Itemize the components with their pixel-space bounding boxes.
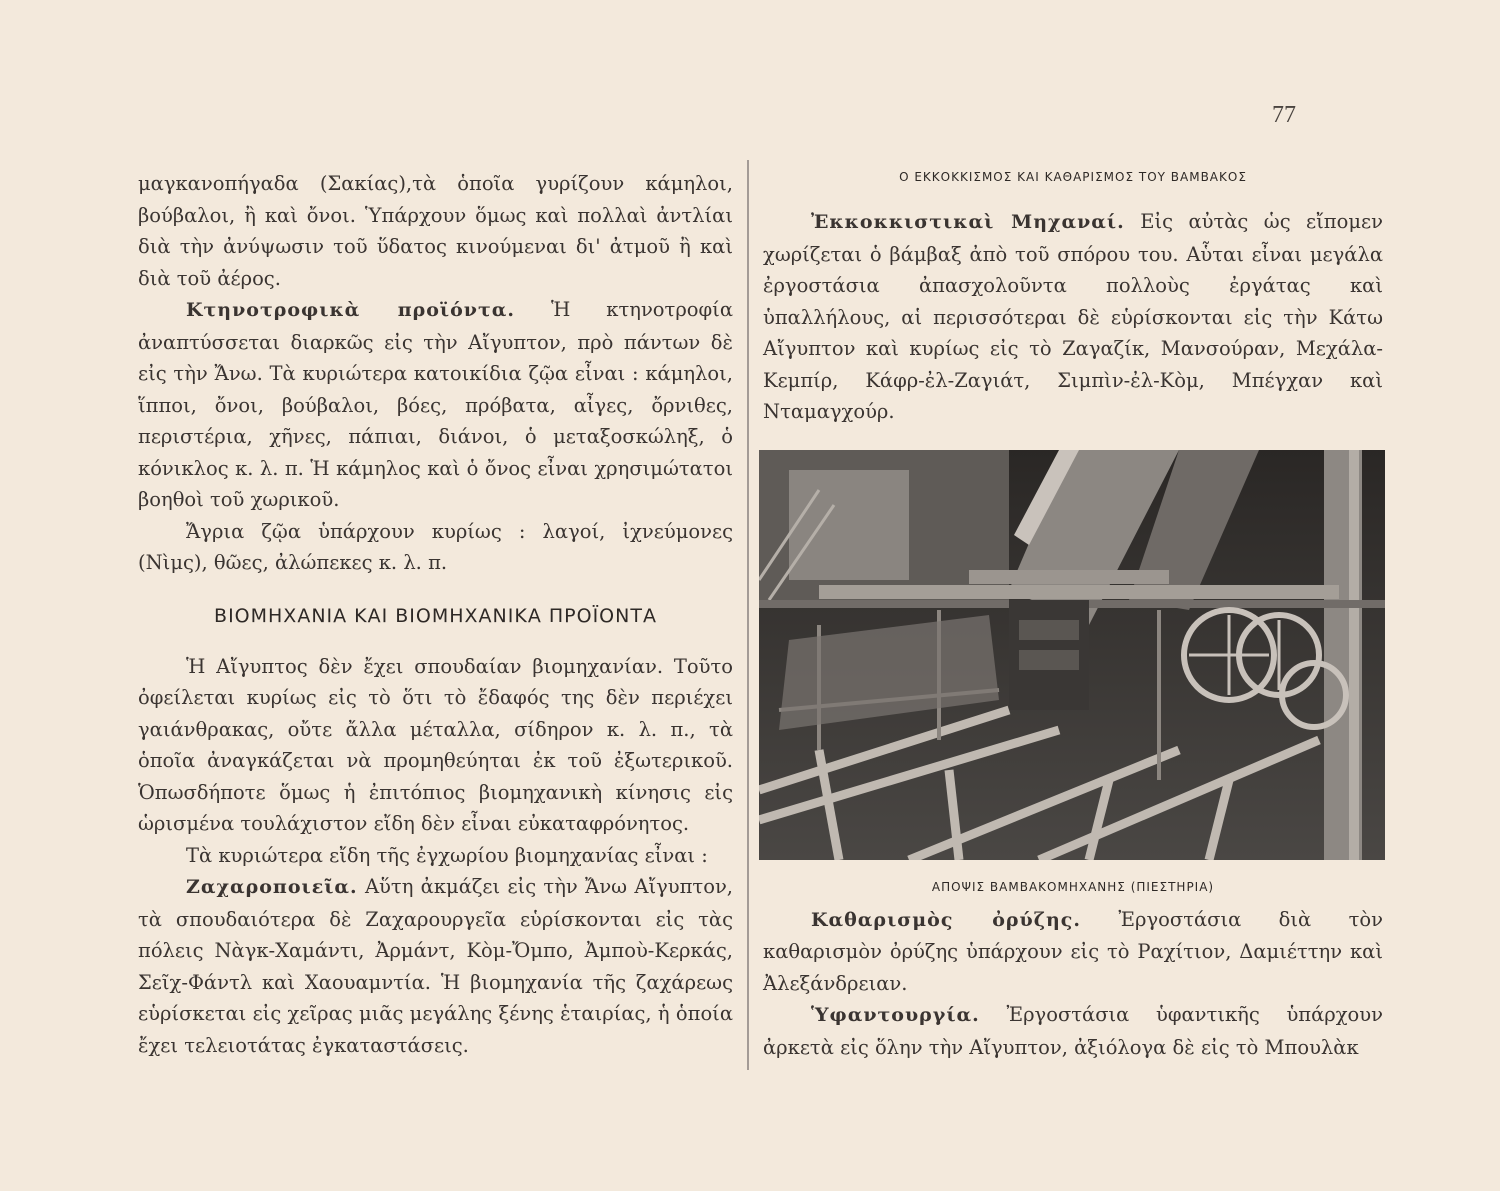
rice-term: Καθαρισμὸς ὀρύζης.	[811, 908, 1081, 931]
rice-paragraph	[763, 904, 1383, 1000]
livestock-text: Ἡ κτηνοτροφία ἀναπτύσσεται διαρκῶς εἰς τὴν Αἴγυπτον, πρὸ πάντων δὲ εἰς τὴν Ἄνω. Τὰ κυριώτερα κατοικίδια ζῷα εἶναι : κάμηλοι, ἵπποι, ὄνοι, βούβαλοι, βόες, πρόβατα, αἶγες, ὄρνιθες, περιστέρια, χῆνες, πάπιαι, διάνοι, ὁ μεταξοσκώληξ, ὁ κόνικλος κ. λ. π. Ἡ κάμηλος καὶ ὁ ὄνος εἶναι χρησιμώτατοι βοηθοὶ τοῦ χωρικοῦ.	[138, 298, 733, 511]
sugar-text: Αὕτη ἀκμάζει εἰς τὴν Ἄνω Αἴγυπτον, τὰ σπουδαιότερα δὲ Ζαχαρουργεῖα εὑρίσκονται εἰς τὰς πόλεις Νὰγκ-Χαμάντι, Ἀρμάντ, Κὸμ-Ὄμπο, Ἀμποὺ-Κερκάς, Σεῖχ-Φάντλ καὶ Χαουαμντία. Ἡ βιομηχανία τῆς ζαχάρεως εὑρίσκεται εἰς χεῖρας μιᾶς μεγάλης ξένης ἑταιρίας, ἡ ὁποία ἔχει τελειοτάτας ἐγκαταστάσεις.	[138, 875, 734, 1057]
left-column	[138, 168, 733, 1061]
sugar-paragraph	[138, 871, 733, 1061]
cotton-press-illustration	[759, 450, 1385, 860]
weaving-term: Ὑφαντουργία.	[811, 1004, 980, 1026]
ginning-term: Ἐκκοκκιστικαὶ Μηχαναί.	[811, 211, 1125, 233]
livestock-paragraph	[138, 294, 733, 516]
right-column	[763, 168, 1383, 1063]
industry-paragraph: Ἡ Αἴγυπτος δὲν ἔχει σπουδαίαν βιομηχανίαν. Τοῦτο ὀφείλεται κυρίως εἰς τὸ ὅτι τὸ ἔδαφός της δὲν περιέχει γαιάνθρακας, οὔτε ἄλλα μέταλλα, σίδηρον κ. λ. π., τὰ ὁποῖα ἀναγκάζεται νὰ προμηθεύηται ἐκ τοῦ ἐξωτερικοῦ. Ὁπωσδήποτε ὅμως ἡ ἐπιτόπιος βιομηχανικὴ κίνησις εἰς ὡρισμένα τουλάχιστον εἴδη δὲν εἶναι εὐκαταφρόνητος.	[138, 654, 733, 835]
weaving-text: Ἐργοστάσια ὑφαντικῆς ὑπάρχουν ἀρκετὰ εἰς ὅλην τὴν Αἴγυπτον, ἀξιόλογα δὲ εἰς τὸ Μπουλὰκ	[763, 1003, 1384, 1059]
wild-animals-paragraph: Ἄγρια ζῷα ὑπάρχουν κυρίως : λαγοί, ἰχνεύμονες (Νὶμς), θῶες, ἀλώπεκες κ. λ. π.	[138, 519, 733, 574]
livestock-term: Κτηνοτροφικὰ προϊόντα.	[186, 299, 515, 321]
column-divider	[747, 160, 749, 1070]
weaving-paragraph	[763, 999, 1383, 1063]
running-header: Ο ΕΚΚΟΚΚΙΣΜΟΣ ΚΑΙ ΚΑΘΑΡΙΣΜΟΣ ΤΟΥ ΒΑΜΒΑΚΟΣ	[899, 170, 1247, 184]
main-products-line: Τὰ κυριώτερα εἴδη τῆς ἐγχωρίου βιομηχανίας εἶναι :	[186, 843, 708, 867]
ginning-paragraph	[763, 206, 1383, 428]
cotton-press-photo	[759, 450, 1385, 860]
sugar-term: Ζαχαροποιεῖα.	[186, 876, 358, 898]
photo-caption: ΑΠΟΨΙΣ ΒΑΜΒΑΚΟΜΗΧΑΝΗΣ (ΠΙΕΣΤΗΡΙΑ)	[931, 879, 1215, 894]
industry-heading: ΒΙΟΜΗΧΑΝΙΑ ΚΑΙ ΒΙΟΜΗΧΑΝΙΚΑ ΠΡΟΪΟΝΤΑ	[214, 604, 657, 627]
rice-text: Ἐργοστάσια διὰ τὸν καθαρισμὸν ὀρύζης ὑπάρχουν εἰς τὸ Ραχίτιον, Δαμιέττην καὶ Ἀλεξάνδρειαν.	[763, 907, 1384, 995]
page-number: 77	[1272, 102, 1296, 128]
intro-paragraph: μαγκανοπήγαδα (Σακίας),τὰ ὁποῖα γυρίζουν κάμηλοι, βούβαλοι, ἢ καὶ ὄνοι. Ὑπάρχουν ὅμως καὶ πολλαὶ ἀντλίαι διὰ τὴν ἀνύψωσιν τοῦ ὕδατος κινούμεναι δι' ἀτμοῦ ἢ καὶ διὰ τοῦ ἀέρος.	[138, 172, 733, 290]
ginning-text: Εἰς αὐτὰς ὡς εἴπομεν χωρίζεται ὁ βάμβαξ ἀπὸ τοῦ σπόρου του. Αὗται εἶναι μεγάλα ἐργοστάσια ἀπασχολοῦντα πολλοὺς ἐργάτας καὶ ὑπαλλήλους, αἱ περισσότεραι δὲ εὑρίσκονται εἰς τὴν Κάτω Αἴγυπτον καὶ κυρίως εἰς τὸ Ζαγαζίκ, Μανσούραν, Μεχάλα-Κεμπίρ, Κάφρ-ἐλ-Ζαγιάτ, Σιμπὶν-ἐλ-Κὸμ, Μπέγχαν καὶ Νταμαγχούρ.	[763, 210, 1383, 423]
